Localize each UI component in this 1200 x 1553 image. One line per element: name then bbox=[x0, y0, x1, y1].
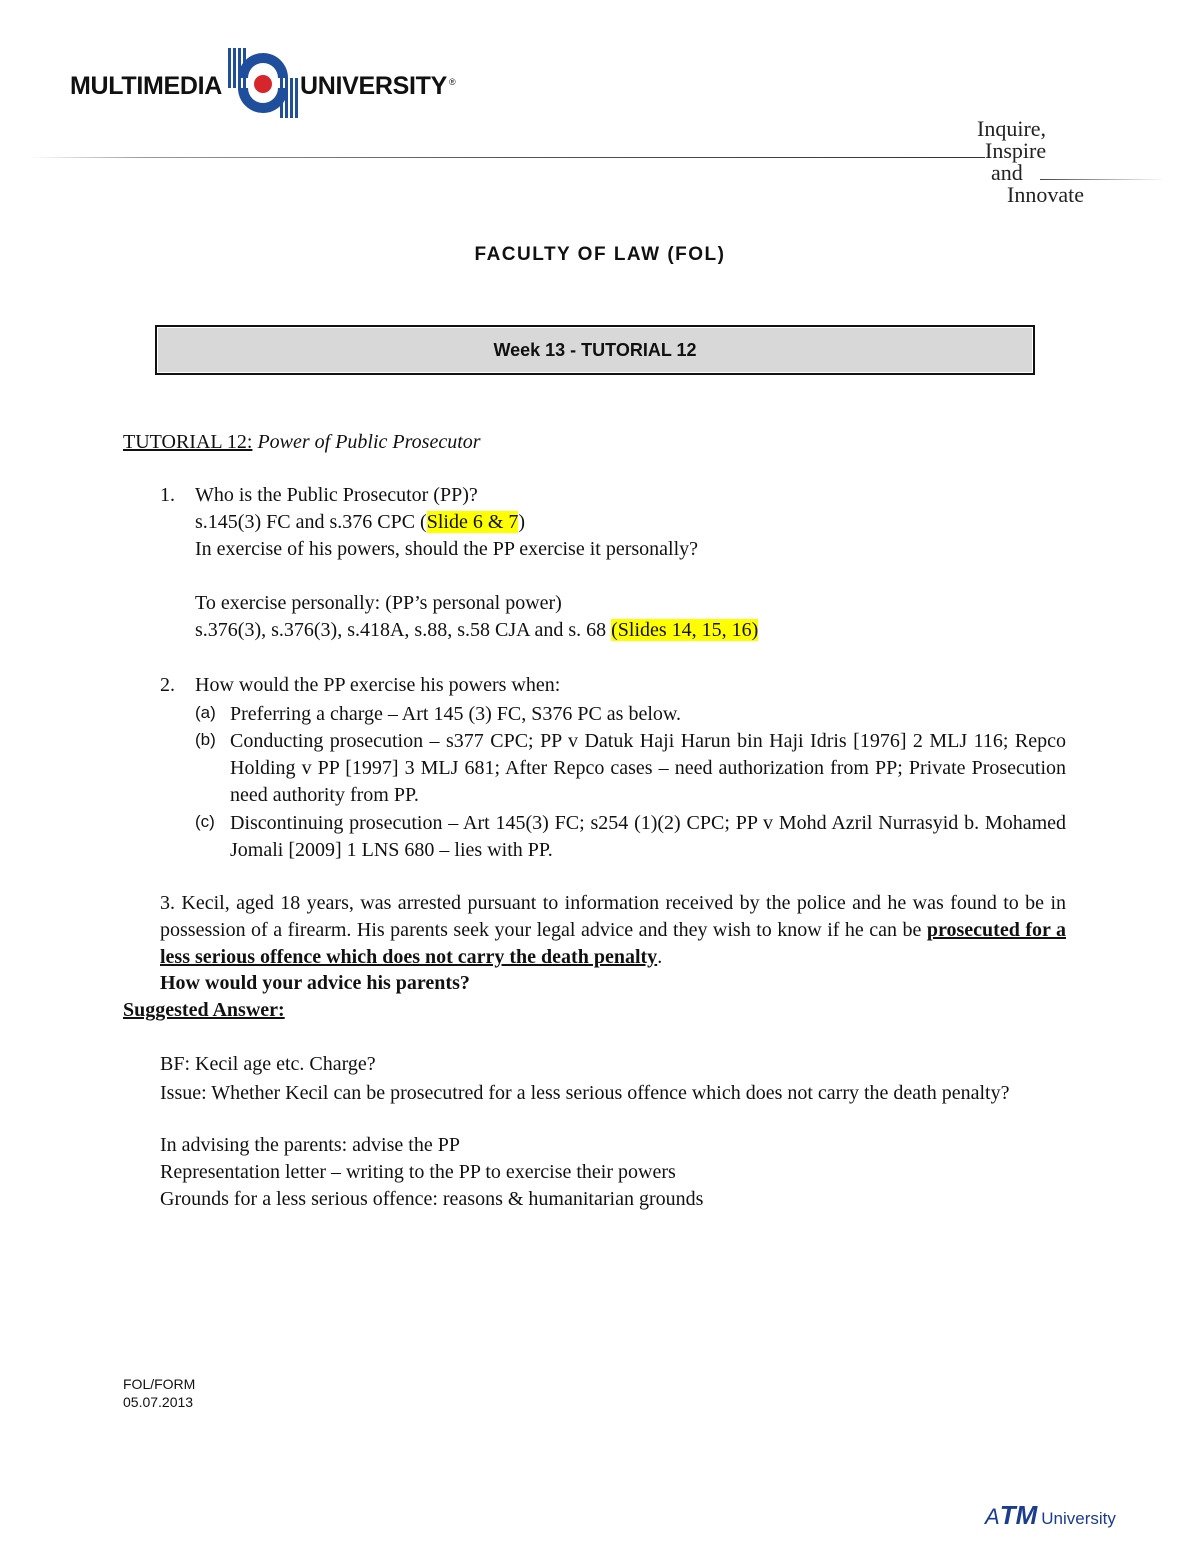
tm-university-logo: ATM University bbox=[985, 1500, 1116, 1530]
q1-question: Who is the Public Prosecutor (PP)? bbox=[195, 484, 478, 506]
q2-item-label: (b) bbox=[195, 730, 216, 749]
answer-line: Grounds for a less serious offence: reasons & humanitarian grounds bbox=[160, 1188, 704, 1210]
form-date: 05.07.2013 bbox=[123, 1394, 194, 1410]
faculty-title: FACULTY OF LAW (FOL) bbox=[474, 244, 726, 265]
logo-text-left: MULTIMEDIA bbox=[70, 72, 223, 100]
form-code-label: FOL/FORM bbox=[123, 1376, 196, 1392]
answer-line: Issue: Whether Kecil can be prosecutred for a less serious offence which does not carry the death penalty? bbox=[160, 1082, 1010, 1104]
q1-line4: To exercise personally: (PP’s personal power) bbox=[195, 592, 562, 614]
motto-line: and bbox=[991, 160, 1023, 185]
motto-line: Inquire, bbox=[977, 116, 1047, 141]
q2-question: How would the PP exercise his powers when: bbox=[195, 674, 561, 696]
q2-number: 2. bbox=[160, 674, 175, 696]
tutorial-heading bbox=[123, 431, 481, 454]
highlight: (Slides 14, 15, 16) bbox=[611, 619, 759, 641]
mmu-emblem-icon bbox=[228, 48, 298, 118]
answer-line: Representation letter – writing to the PP to exercise their powers bbox=[160, 1161, 676, 1183]
answer-line: BF: Kecil age etc. Charge? bbox=[160, 1053, 376, 1075]
q2-item-label: (a) bbox=[195, 703, 216, 722]
motto-line: Innovate bbox=[1007, 182, 1084, 207]
q2-item-label: (c) bbox=[195, 812, 215, 831]
q2-item-text: Preferring a charge – Art 145 (3) FC, S376 PC as below. bbox=[230, 703, 682, 725]
q2-item-text: Conducting prosecution – s377 CPC; PP v Datuk Haji Harun bin Haji Idris [1976] 2 MLJ 116; Repco Holding v PP [1997] 3 MLJ 681; After Repco cases – need authorization from PP; Private Prosecution need authority from PP. bbox=[230, 730, 1066, 806]
motto-line: Inspire bbox=[985, 138, 1047, 163]
answer-line: In advising the parents: advise the PP bbox=[160, 1134, 460, 1156]
motto bbox=[975, 118, 1084, 206]
q3-text: 3. Kecil, aged 18 years, was arrested pursuant to information received by the police and he was found to be in possession of a firearm. His parents seek your legal advice and they wish to know if he can be prosecuted for a less serious offence which does not carry the death penalty. bbox=[160, 892, 1066, 968]
header-rule bbox=[30, 157, 985, 158]
suggested-answer-heading: Suggested Answer: bbox=[123, 999, 285, 1021]
tutorial-title-box bbox=[155, 325, 1035, 375]
tutorial-title: Week 13 - TUTORIAL 12 bbox=[493, 339, 697, 360]
q1-line5: s.376(3), s.376(3), s.418A, s.88, s.58 CJA and s. 68 (Slides 14, 15, 16) bbox=[195, 619, 759, 641]
q1-line3: In exercise of his powers, should the PP exercise it personally? bbox=[195, 538, 699, 560]
q1-number: 1. bbox=[160, 484, 175, 506]
q1-reference: s.145(3) FC and s.376 CPC (Slide 6 & 7) bbox=[195, 511, 526, 533]
q3-question: How would your advice his parents? bbox=[160, 972, 470, 994]
highlight: Slide 6 & 7 bbox=[426, 511, 519, 533]
tutorial-label: TUTORIAL 12: bbox=[123, 431, 253, 453]
q2-item-text: Discontinuing prosecution – Art 145(3) FC; s254 (1)(2) CPC; PP v Mohd Azril Nurrasyid b. Mohamed Jomali [2009] 1 LNS 680 – lies with PP. bbox=[230, 812, 1066, 861]
logo-text-right: UNIVERSITY ® bbox=[300, 72, 456, 100]
q3-emphasis: prosecuted for a less serious offence which does not carry the death penalty bbox=[160, 919, 1066, 968]
tutorial-topic: Power of Public Prosecutor bbox=[252, 431, 481, 453]
form-code bbox=[123, 1375, 195, 1411]
